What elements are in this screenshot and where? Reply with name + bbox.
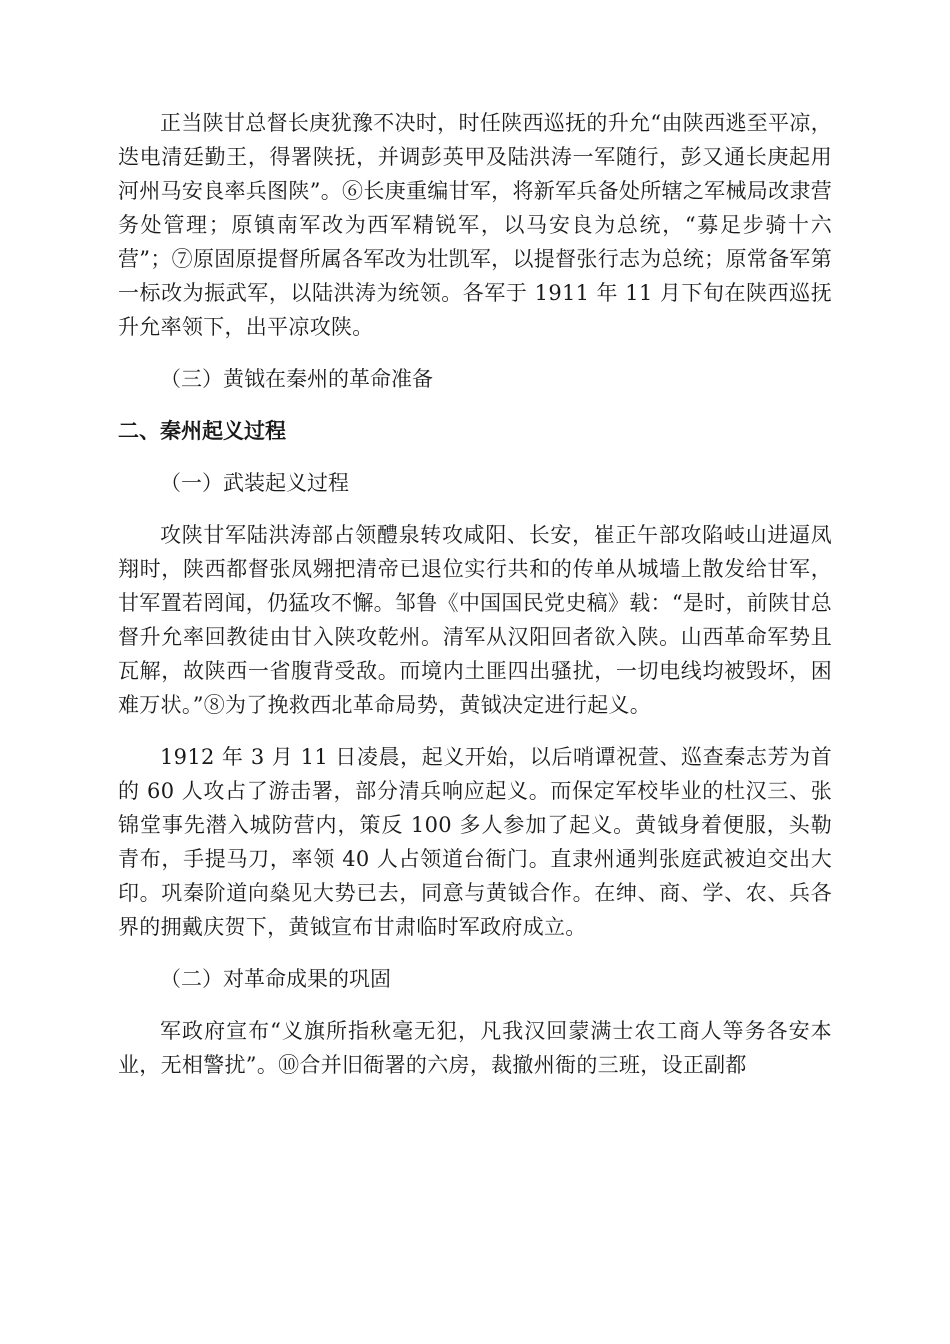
section-heading-uprising: 二、秦州起义过程 <box>118 419 286 443</box>
paragraph-attack-shaanxi: 攻陕甘军陆洪涛部占领醴泉转攻咸阳、长安，崔正午部攻陷岐山进逼凤翔时，陕西都督张凤翙把清帝已退位实行共和的传单从城墙上散发给甘军，甘军置若罔闻，仍猛攻不懈。邹鲁《中国国民党史稿》载：“是时，前陕甘总督升允率回教徒由甘入陕攻乾州。清军从汉阳回者欲入陕。山西革命军势且瓦解，故陕西一省腹背受敌。而境内土匪四出骚扰，一切电线均被毁坏，困难万状。”⑧为了挽救西北革命局势，黄钺决定进行起义。 <box>118 523 832 717</box>
subheading-preparation: （三）黄钺在秦州的革命准备 <box>160 367 433 391</box>
subheading-consolidation: （二）对革命成果的巩固 <box>160 967 391 991</box>
document-page <box>118 106 832 1100</box>
subheading-armed-uprising: （一）武装起义过程 <box>160 471 349 495</box>
paragraph-1912-uprising: 1912 年 3 月 11 日凌晨，起义开始，以后哨谭祝萱、巡查秦志芳为首的 60 人攻占了游击署，部分清兵响应起义。而保定军校毕业的杜汉三、张锦堂事先潜入城防营内，策反 100 多人参加了起义。黄钺身着便服，头勒青布，手提马刀，率领 40 人占领道台衙门。直隶州通判张庭武被迫交出大印。巩秦阶道向燊见大势已去，同意与黄钺合作。在绅、商、学、农、兵各界的拥戴庆贺下，黄钺宣布甘肃临时军政府成立。 <box>118 745 832 939</box>
paragraph-changgeng: 正当陕甘总督长庚犹豫不决时，时任陕西巡抚的升允“由陕西逃至平凉，迭电清廷勤王，得署陕抚，并调彭英甲及陆洪涛一军随行，彭又通长庚起用河州马安良率兵图陕”。⑥长庚重编甘军，将新军兵备处所辖之军械局改隶营务处管理；原镇南军改为西军精锐军，以马安良为总统，“募足步骑十六营”；⑦原固原提督所属各军改为壮凯军，以提督张行志为总统；原常备军第一标改为振武军，以陆洪涛为统领。各军于 1911 年 11 月下旬在陕西巡抚升允率领下，出平凉攻陕。 <box>118 111 832 339</box>
paragraph-military-government: 军政府宣布“义旗所指秋毫无犯，凡我汉回蒙满士农工商人等务各安本业，无相警扰”。⑩合并旧衙署的六房，裁撤州衙的三班，设正副都 <box>118 1019 832 1077</box>
